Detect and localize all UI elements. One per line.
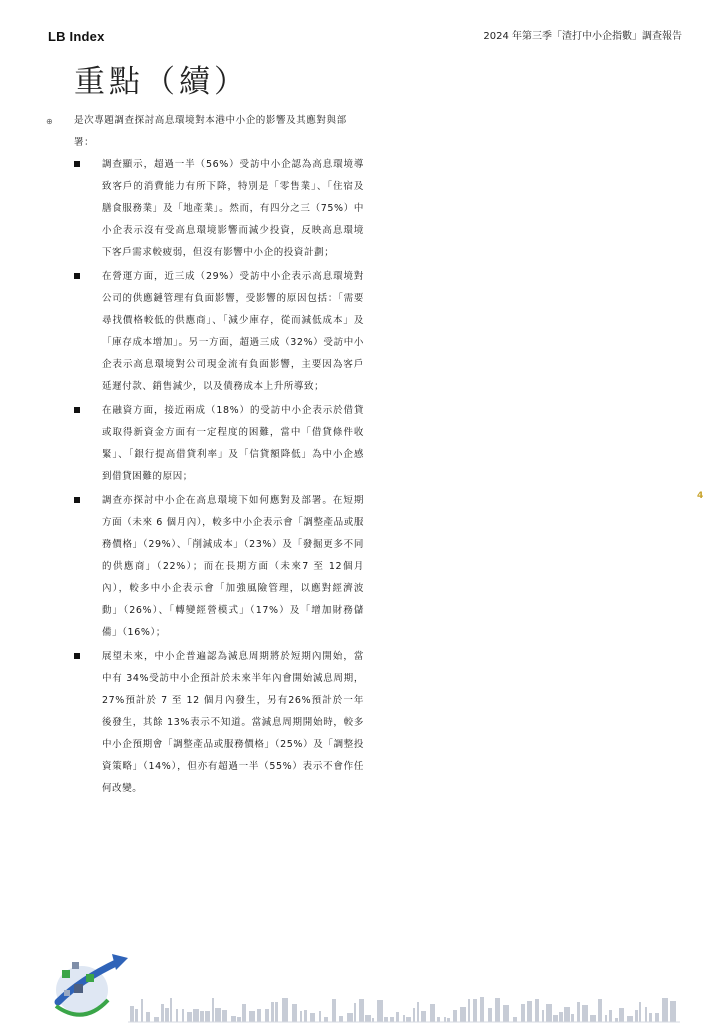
list-item-text: 調查顯示，超過一半（56%）受訪中小企認為高息環境導致客戶的消費能力有所下降，特別是「零售業」、「住宿及膳食服務業」及「地產業」。然而，有四分之三（75%）中小企表示沒有受高息環境影響而減少投資，反映高息環境下客戶需求較疲弱，但沒有影響中小企的投資計劃； bbox=[102, 159, 364, 258]
square-bullet-icon bbox=[74, 161, 80, 167]
list-item-text: 調查亦探討中小企在高息環境下如何應對及部署。在短期方面（未來 6 個月內），較多中小企表示會「調整產品或服務價格」（29%）、「削減成本」（23%）及「發掘更多不同的供應商」（22%）；而在長期方面（未來7 至 12個月內），較多中小企表示會「加強風險管理，以應對經濟波動」（26%）、「轉變經營模式」（17%）及「增加財務儲備」（16%）； bbox=[102, 495, 364, 638]
list-item-text: 在融資方面，接近兩成（18%）的受訪中小企表示於借貸或取得新資金方面有一定程度的困難，當中「借貸條件收緊」、「銀行提高借貸利率」及「信貸額降低」為中小企感到借貸困難的原因； bbox=[102, 405, 364, 482]
list-item bbox=[74, 154, 364, 264]
footer-graphic bbox=[0, 940, 724, 1024]
list-item-text: 在營運方面，近三成（29%）受訪中小企表示高息環境對公司的供應鏈管理有負面影響，受影響的原因包括：「需要尋找價格較低的供應商」、「減少庫存，從而減低成本」及「庫存成本增加」。另一方面，超過三成（32%）受訪中小企表示高息環境對公司現金流有負面影響，主要因為客戶延遲付款、銷售減少，以及債務成本上升所導致； bbox=[102, 271, 364, 392]
intro-bullet-icon: ⊕ bbox=[46, 117, 53, 126]
list-item bbox=[74, 490, 364, 644]
report-title: 2024 年第三季「渣打中小企指數」調查報告 bbox=[483, 31, 682, 42]
page-heading: 重點（續） bbox=[74, 64, 249, 100]
page-number: 4 bbox=[697, 491, 704, 501]
square-bullet-icon bbox=[74, 273, 80, 279]
square-bullet-icon bbox=[74, 407, 80, 413]
square-bullet-icon bbox=[74, 653, 80, 659]
intro-paragraph bbox=[74, 110, 358, 154]
footer-banner bbox=[0, 940, 724, 1024]
city-skyline-graphic bbox=[130, 997, 676, 1022]
list-item bbox=[74, 400, 364, 488]
intro-text: 是次專題調查探討高息環境對本港中小企的影響及其應對與部署： bbox=[74, 115, 347, 148]
list-item bbox=[74, 266, 364, 398]
list-item bbox=[74, 646, 364, 800]
brand-logo: LB Index bbox=[48, 29, 105, 44]
list-item-text: 展望未來，中小企普遍認為減息周期將於短期內開始，當中有 34%受訪中小企預計於未來半年內會開始減息周期，27%預計於 7 至 12 個月內發生，另有26%預計於一年後發生，其餘 13%表示不知道。當減息周期開始時，較多中小企預期會「調整產品或服務價格」（25%）及「調整投資策略」（14%），但亦有超過一半（55%）表示不會作任何改變。 bbox=[102, 651, 364, 794]
square-bullet-icon bbox=[74, 497, 80, 503]
globe-arrow-logo-icon bbox=[56, 954, 128, 1015]
findings-list bbox=[74, 154, 364, 802]
